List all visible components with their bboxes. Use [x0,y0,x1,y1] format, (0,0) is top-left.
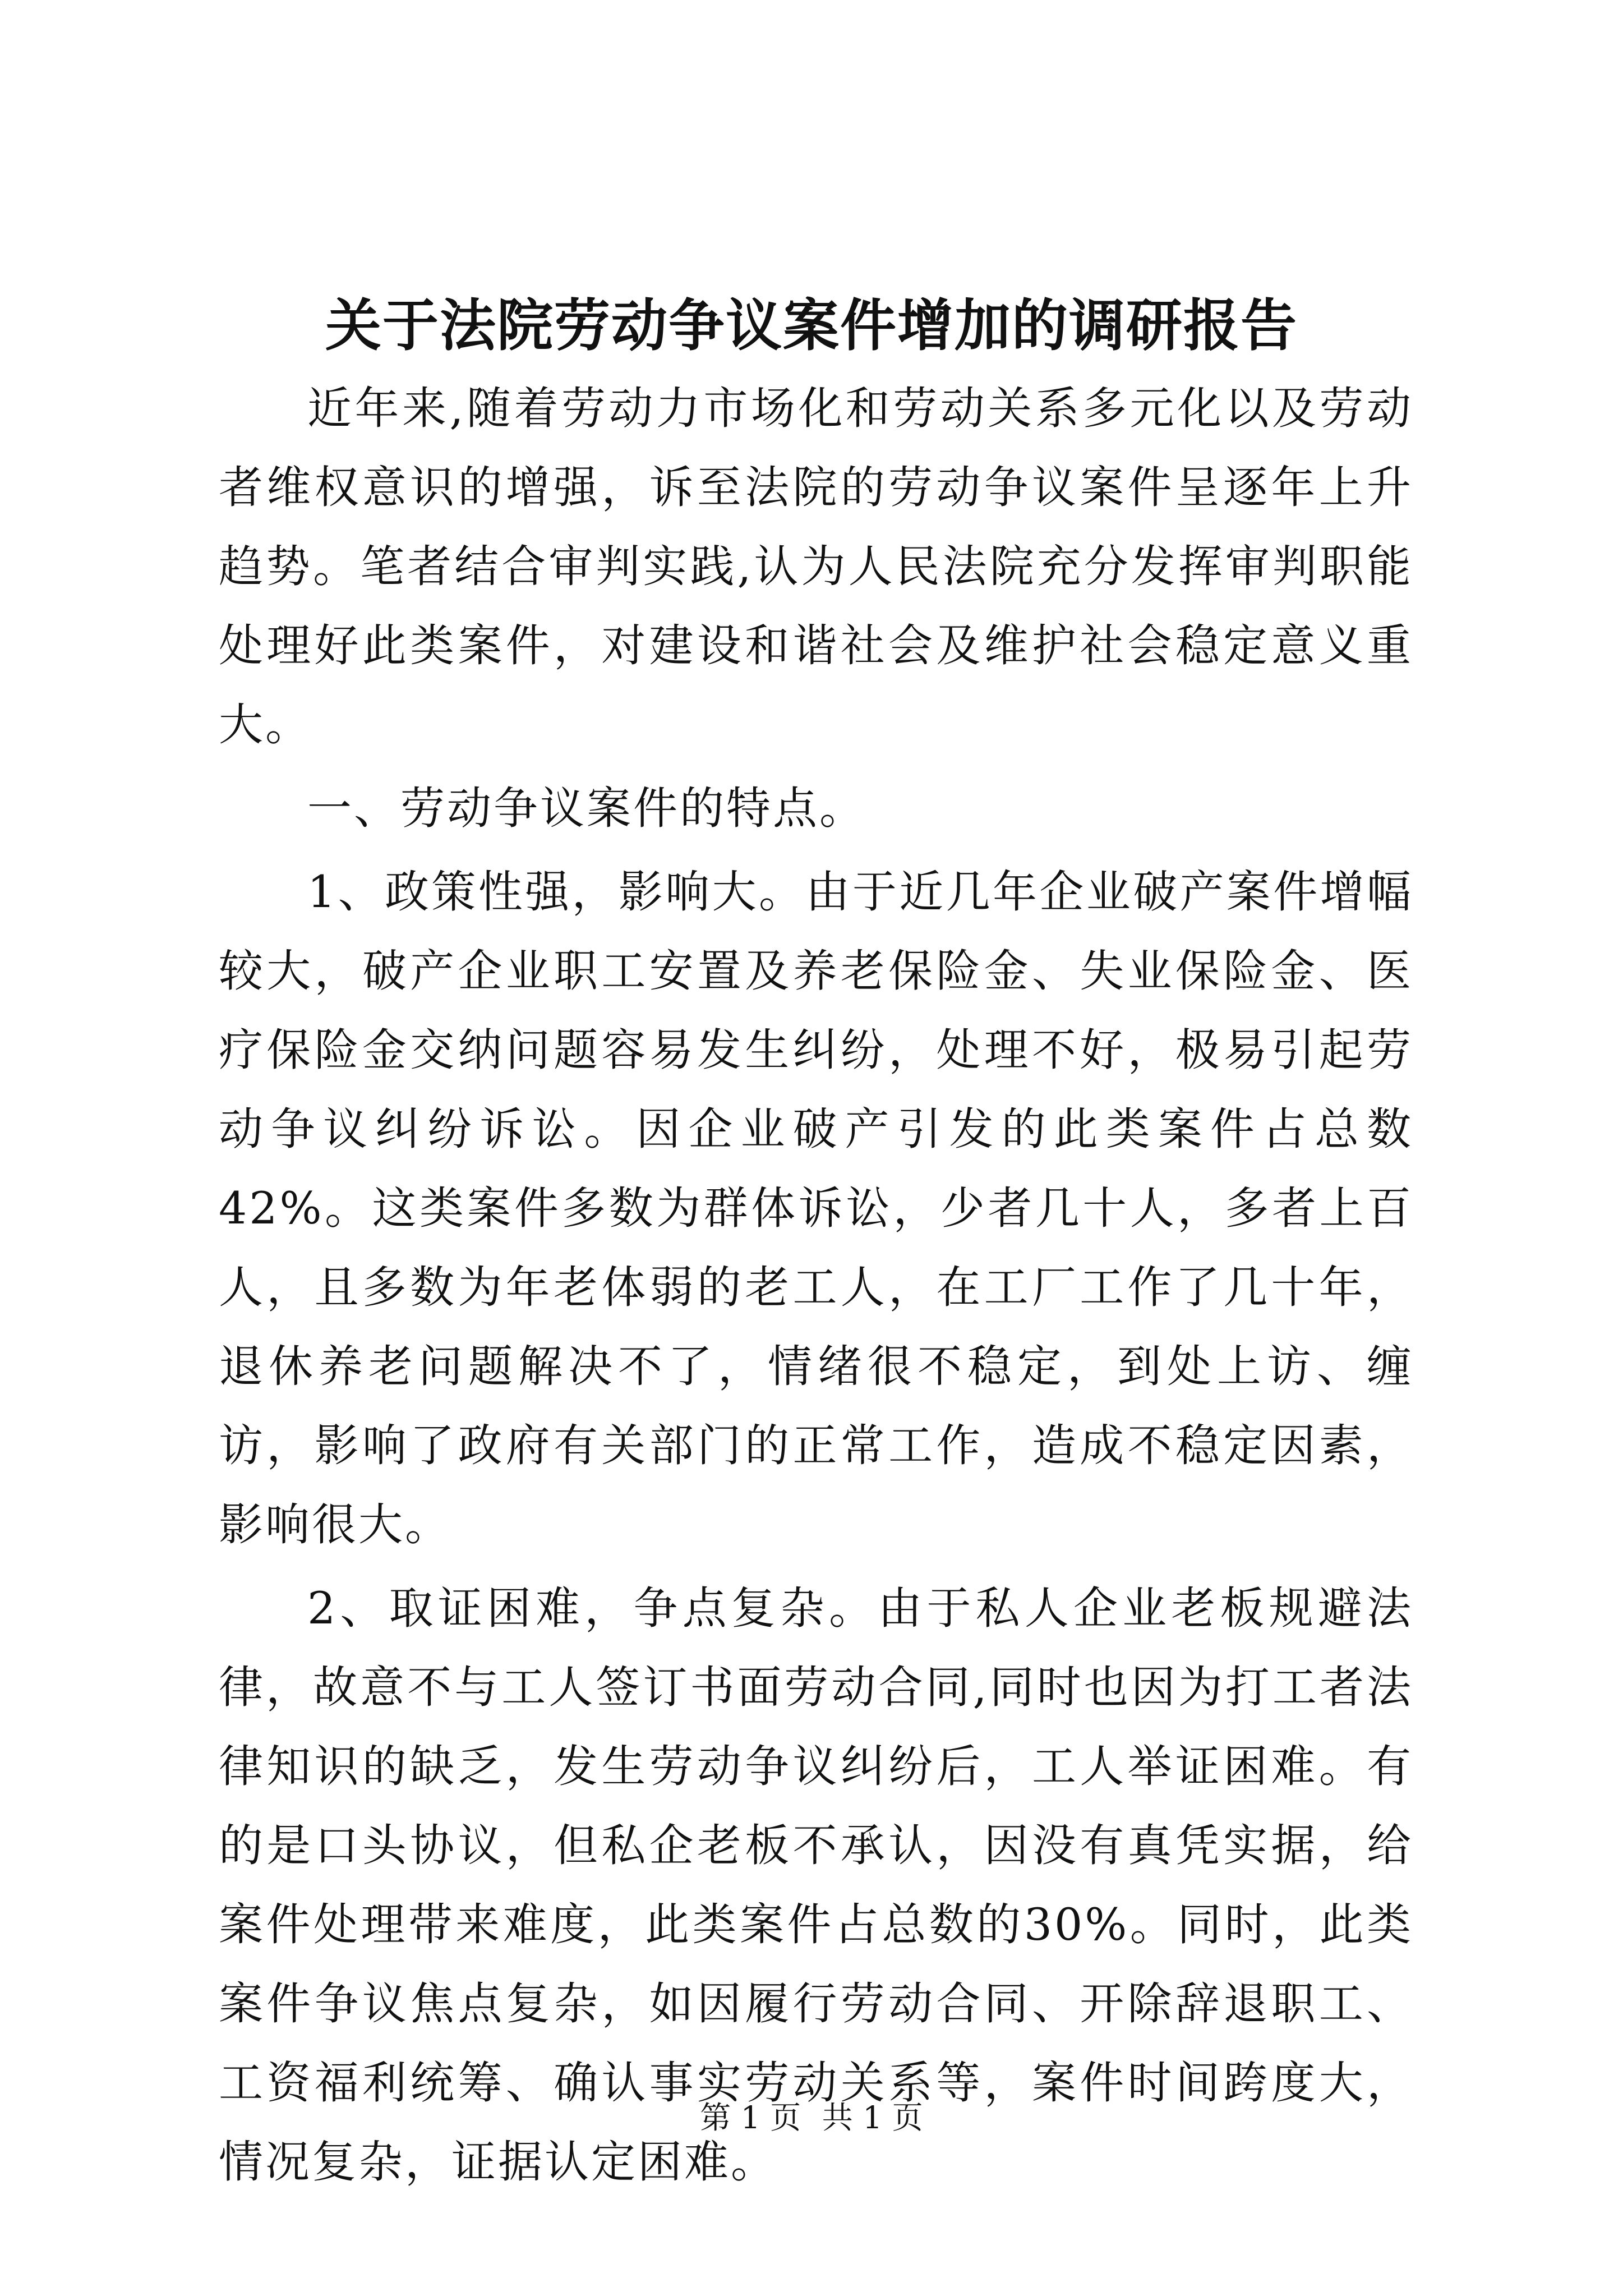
page-footer [0,2095,1623,2140]
section-heading: 一、劳动争议案件的特点。 [307,783,866,834]
page-number: 第 1 页 [700,2100,801,2136]
paragraph-gap [219,848,1413,853]
intro-paragraph: 近年来,随着劳动力市场化和劳动关系多元化以及劳动者维权意识的增强，诉至法院的劳动争议案件呈逐年上升趋势。笔者结合审判实践,认为人民法院充分发挥审判职能处理好此类案件，对建设和谐社会及维护社会稳定意义重大。 [219,383,1413,751]
document-body [219,369,1413,2202]
page-total: 共 1 页 [822,2100,923,2136]
document-title: 关于法院劳动争议案件增加的调研报告 [325,292,1298,358]
point-1-paragraph: 1、政策性强，影响大。由于近几年企业破产案件增幅较大，破产企业职工安置及养老保险金、失业保险金、医疗保险金交纳问题容易发生纠纷，处理不好，极易引起劳动争议纠纷诉讼。因企业破产引发的此类案件占总数42%。这类案件多数为群体诉讼，少者几十人，多者上百人，且多数为年老体弱的老工人，在工厂工作了几十年，退休养老问题解决不了，情绪很不稳定，到处上访、缠访，影响了政府有关部门的正常工作，造成不稳定因素，影响很大。 [219,866,1413,1550]
paragraph-gap [219,1565,1413,1569]
point-2-paragraph: 2、取证困难，争点复杂。由于私人企业老板规避法律，故意不与工人签订书面劳动合同,同时也因为打工者法律知识的缺乏，发生劳动争议纠纷后，工人举证困难。有的是口头协议，但私企老板不承认，因没有真凭实据，给案件处理带来难度，此类案件占总数的30%。同时，此类案件争议焦点复杂，如因履行劳动合同、开除辞退职工、工资福利统筹、确认事实劳动关系等，案件时间跨度大，情况复杂，证据认定困难。 [219,1582,1413,2188]
paragraph-gap [219,765,1413,769]
